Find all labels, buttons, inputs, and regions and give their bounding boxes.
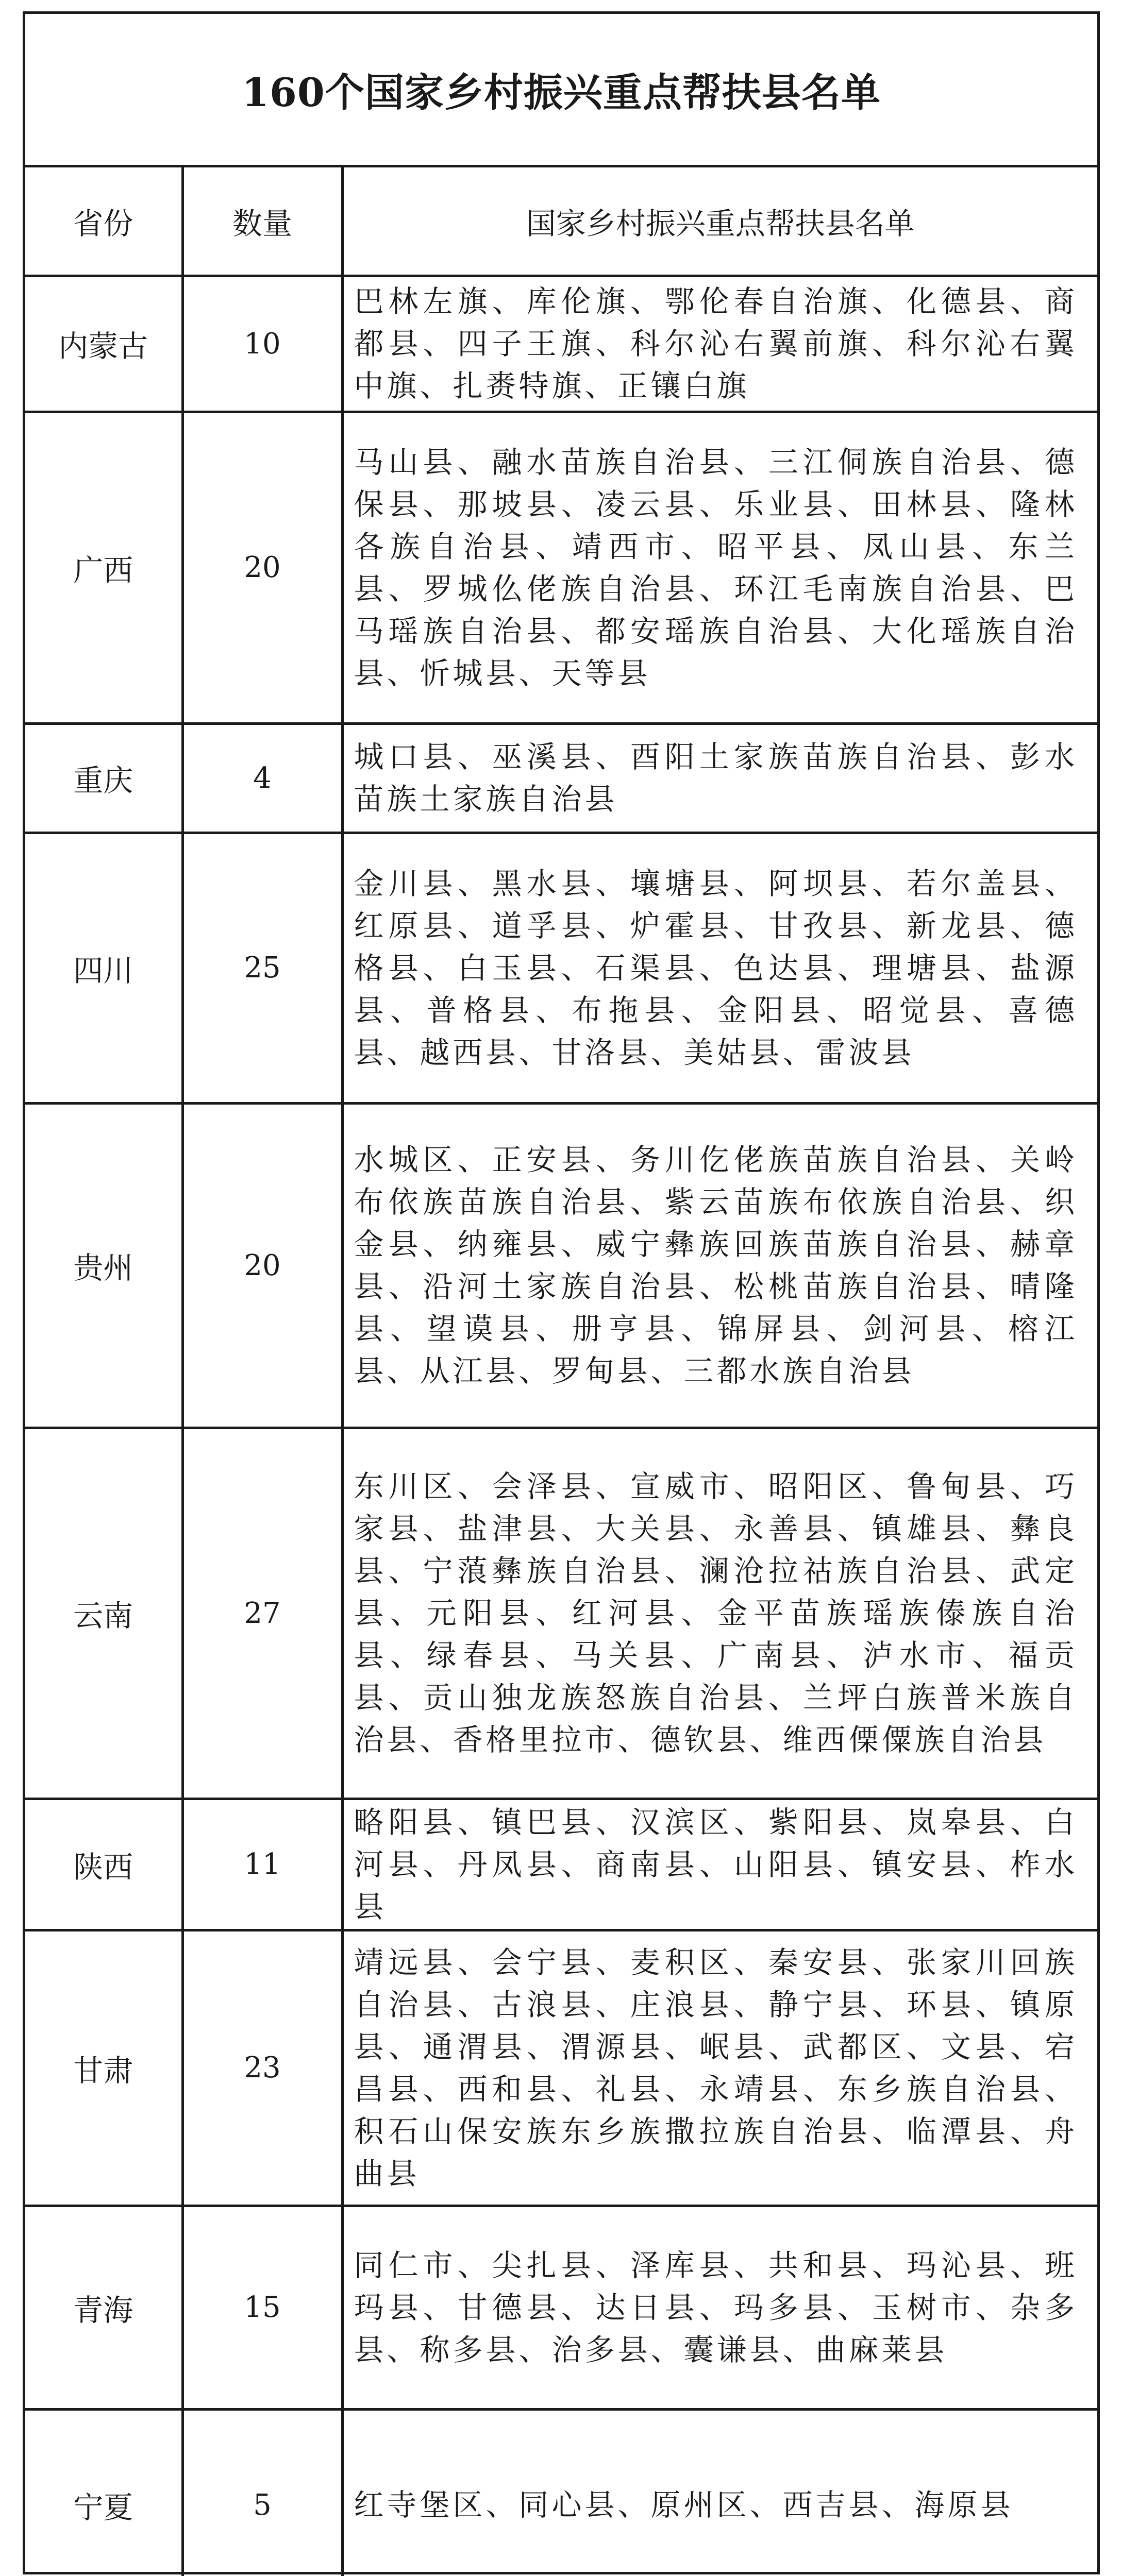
header-province: 省份 [25,167,182,276]
table-row [25,2206,1097,2409]
count-cell: 25 [182,833,342,1103]
table-row [25,723,1097,833]
county-list-cell: 红寺堡区、同心县、原州区、西吉县、海原县 [342,2409,1097,2576]
count-cell: 23 [182,1930,342,2206]
count-cell: 10 [182,276,342,412]
county-list-cell: 马山县、融水苗族自治县、三江侗族自治县、德保县、那坡县、凌云县、乐业县、田林县、隆林各族自治县、靖西市、昭平县、凤山县、东兰县、罗城仫佬族自治县、环江毛南族自治县、巴马瑶族自治县、都安瑶族自治县、大化瑶族自治县、忻城县、天等县 [342,412,1097,723]
province-cell: 宁夏 [25,2409,182,2576]
table-header-row [25,167,1097,276]
count-cell: 11 [182,1799,342,1930]
table-row [25,1930,1097,2206]
province-cell: 云南 [25,1428,182,1799]
county-table [25,167,1097,2576]
table-row [25,833,1097,1103]
county-list-cell: 靖远县、会宁县、麦积区、秦安县、张家川回族自治县、古浪县、庄浪县、静宁县、环县、镇原县、通渭县、渭源县、岷县、武都区、文县、宕昌县、西和县、礼县、永靖县、东乡族自治县、积石山保安族东乡族撒拉族自治县、临潭县、舟曲县 [342,1930,1097,2206]
table-row [25,1799,1097,1930]
count-cell: 4 [182,723,342,833]
table-row [25,412,1097,723]
county-list-cell: 水城区、正安县、务川仡佬族苗族自治县、关岭布依族苗族自治县、紫云苗族布依族自治县、织金县、纳雍县、威宁彝族回族苗族自治县、赫章县、沿河土家族自治县、松桃苗族自治县、晴隆县、望谟县、册亨县、锦屏县、剑河县、榕江县、从江县、罗甸县、三都水族自治县 [342,1103,1097,1428]
page-title: 160个国家乡村振兴重点帮扶县名单 [25,14,1097,167]
document-sheet [23,11,1100,2574]
count-cell: 27 [182,1428,342,1799]
province-cell: 甘肃 [25,1930,182,2206]
count-cell: 5 [182,2409,342,2576]
table-row [25,1103,1097,1428]
header-list: 国家乡村振兴重点帮扶县名单 [342,167,1097,276]
county-list-cell: 金川县、黑水县、壤塘县、阿坝县、若尔盖县、红原县、道孚县、炉霍县、甘孜县、新龙县、德格县、白玉县、石渠县、色达县、理塘县、盐源县、普格县、布拖县、金阳县、昭觉县、喜德县、越西县、甘洛县、美姑县、雷波县 [342,833,1097,1103]
table-row [25,2409,1097,2576]
header-count: 数量 [182,167,342,276]
county-list-cell: 略阳县、镇巴县、汉滨区、紫阳县、岚皋县、白河县、丹凤县、商南县、山阳县、镇安县、柞水县 [342,1799,1097,1930]
count-cell: 20 [182,412,342,723]
county-list-cell: 同仁市、尖扎县、泽库县、共和县、玛沁县、班玛县、甘德县、达日县、玛多县、玉树市、杂多县、称多县、治多县、囊谦县、曲麻莱县 [342,2206,1097,2409]
county-list-cell: 城口县、巫溪县、酉阳土家族苗族自治县、彭水苗族土家族自治县 [342,723,1097,833]
province-cell: 广西 [25,412,182,723]
province-cell: 重庆 [25,723,182,833]
province-cell: 青海 [25,2206,182,2409]
table-row [25,1428,1097,1799]
county-list-cell: 巴林左旗、库伦旗、鄂伦春自治旗、化德县、商都县、四子王旗、科尔沁右翼前旗、科尔沁右翼中旗、扎赉特旗、正镶白旗 [342,276,1097,412]
province-cell: 陕西 [25,1799,182,1930]
province-cell: 贵州 [25,1103,182,1428]
province-cell: 四川 [25,833,182,1103]
province-cell: 内蒙古 [25,276,182,412]
county-list-cell: 东川区、会泽县、宣威市、昭阳区、鲁甸县、巧家县、盐津县、大关县、永善县、镇雄县、彝良县、宁蒗彝族自治县、澜沧拉祜族自治县、武定县、元阳县、红河县、金平苗族瑶族傣族自治县、绿春县、马关县、广南县、泸水市、福贡县、贡山独龙族怒族自治县、兰坪白族普米族自治县、香格里拉市、德钦县、维西傈僳族自治县 [342,1428,1097,1799]
count-cell: 15 [182,2206,342,2409]
count-cell: 20 [182,1103,342,1428]
table-row [25,276,1097,412]
